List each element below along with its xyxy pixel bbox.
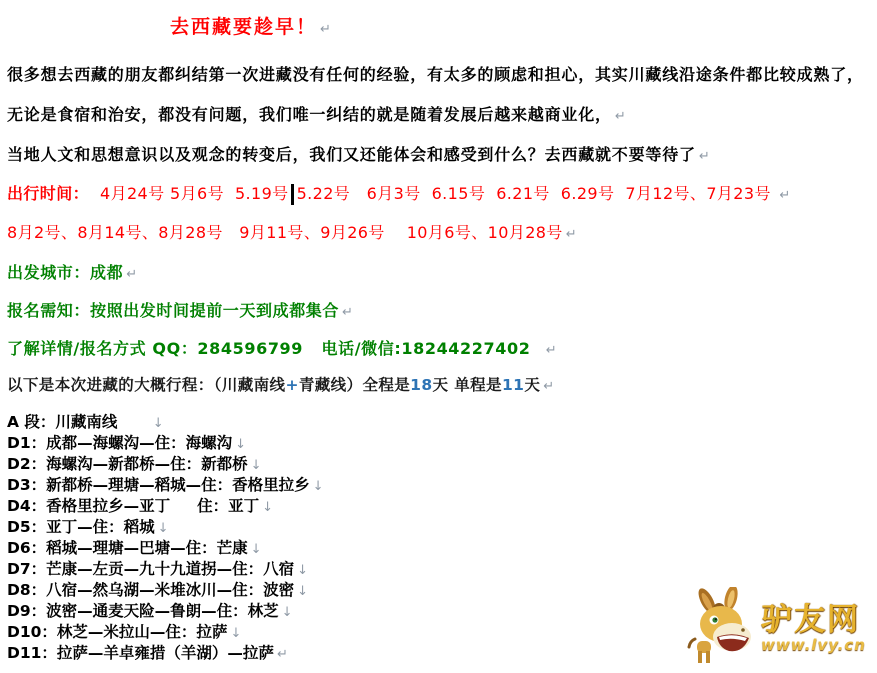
site-url: www.lvy.cn [761, 636, 866, 654]
total-days-value: 18 [410, 376, 433, 394]
departure-city-line: 出发城市：成都 ↵ [7, 263, 138, 282]
itinerary-line-d1: D1：成都—海螺沟—住：海螺沟 ↓ [7, 434, 247, 452]
linebreak-mark: ↓ [312, 479, 324, 494]
site-name: 驴友网 [761, 602, 860, 638]
paragraph-mark: ↵ [126, 267, 138, 282]
linebreak-mark: ↓ [235, 437, 247, 452]
itinerary-section-label: A 段：川藏南线 ↓ [7, 413, 164, 431]
departure-label: 出行时间： [7, 184, 90, 203]
intro-line-1: 很多想去西藏的朋友都纠结第一次进藏没有任何的经验，有太多的顾虑和担心，其实川藏线沿途条件都比较成熟了， [7, 65, 864, 84]
linebreak-mark: ↓ [262, 500, 274, 515]
linebreak-mark: ↓ [157, 521, 169, 536]
plus-sign: + [285, 376, 299, 394]
logo-text [761, 602, 866, 654]
linebreak-mark: ↓ [297, 563, 309, 578]
signup-notice-line: 报名需知：按照出发时间提前一天到成都集合 ↵ [7, 301, 354, 320]
intro-line-3: 当地人文和思想意识以及观念的转变后，我们又还能体会和感受到什么？去西藏就不要等待了 ↵ [7, 145, 711, 164]
departure-dates-row-1 [7, 181, 791, 205]
linebreak-mark: ↓ [297, 584, 309, 599]
linebreak-mark: ↓ [250, 542, 262, 557]
paragraph-mark: ↵ [320, 22, 333, 37]
itinerary-overview-line: 以下是本次进藏的大概行程：（川藏南线+青藏线）全程是18天 单程是11天 ↵ [7, 376, 555, 394]
paragraph-mark: ↵ [543, 379, 555, 394]
itinerary-line-d10: D10：林芝—米拉山—住：拉萨 ↓ [7, 623, 242, 641]
itinerary-line-d9: D9：波密—通麦天险—鲁朗—住：林芝 ↓ [7, 602, 293, 620]
departure-dates-row-2: 8月2号、8月14号、8月28号 9月11号、9月26号 10月6号、10月28号 ↵ [7, 223, 578, 242]
paragraph-mark: ↵ [276, 647, 288, 662]
itinerary-line-d4: D4：香格里拉乡—亚丁 住：亚丁 ↓ [7, 497, 274, 515]
page-title [170, 12, 333, 39]
contact-line: 了解详情/报名方式 QQ：284596799 电话/微信:18244227402 ↵ [7, 339, 558, 358]
itinerary-line-d5: D5：亚丁—住：稻城 ↓ [7, 518, 169, 536]
paragraph-mark: ↵ [545, 343, 558, 358]
itinerary-line-d11: D11：拉萨—羊卓雍措（羊湖）—拉萨 ↵ [7, 644, 288, 662]
intro-line-2: 无论是食宿和治安，都没有问题，我们唯一纠结的就是随着发展后越来越商业化， ↵ [7, 105, 627, 124]
dates-after-cursor: 5.22号 6月3号 6.15号 6.21号 6.29号 7月12号、7月23号 [296, 184, 777, 203]
linebreak-mark: ↓ [152, 416, 164, 431]
dates-before-cursor: 4月24号 5月6号 5.19号 [89, 184, 289, 203]
paragraph-mark: ↵ [565, 227, 578, 242]
itinerary-line-d7: D7：芒康—左贡—九十九道拐—住：八宿 ↓ [7, 560, 309, 578]
linebreak-mark: ↓ [281, 605, 293, 620]
paragraph-mark: ↵ [779, 188, 791, 203]
linebreak-mark: ↓ [250, 458, 262, 473]
paragraph-mark: ↵ [342, 305, 354, 320]
itinerary-list [7, 412, 324, 664]
paragraph-mark: ↵ [698, 149, 711, 164]
itinerary-line-d6: D6：稻城—理塘—巴塘—住：芒康 ↓ [7, 539, 262, 557]
page-title-text: 去西藏要趁早！ [170, 16, 318, 38]
site-watermark-logo [685, 589, 871, 669]
itinerary-line-d8: D8：八宿—然乌湖—米堆冰川—住：波密 ↓ [7, 581, 309, 599]
donkey-mascot-icon [685, 587, 759, 671]
itinerary-line-d2: D2：海螺沟—新都桥—住：新都桥 ↓ [7, 455, 262, 473]
linebreak-mark: ↓ [230, 626, 242, 641]
single-days-value: 11 [501, 376, 525, 394]
text-cursor [291, 184, 294, 205]
paragraph-mark: ↵ [614, 109, 627, 124]
itinerary-line-d3: D3：新都桥—理塘—稻城—住：香格里拉乡 ↓ [7, 476, 324, 494]
